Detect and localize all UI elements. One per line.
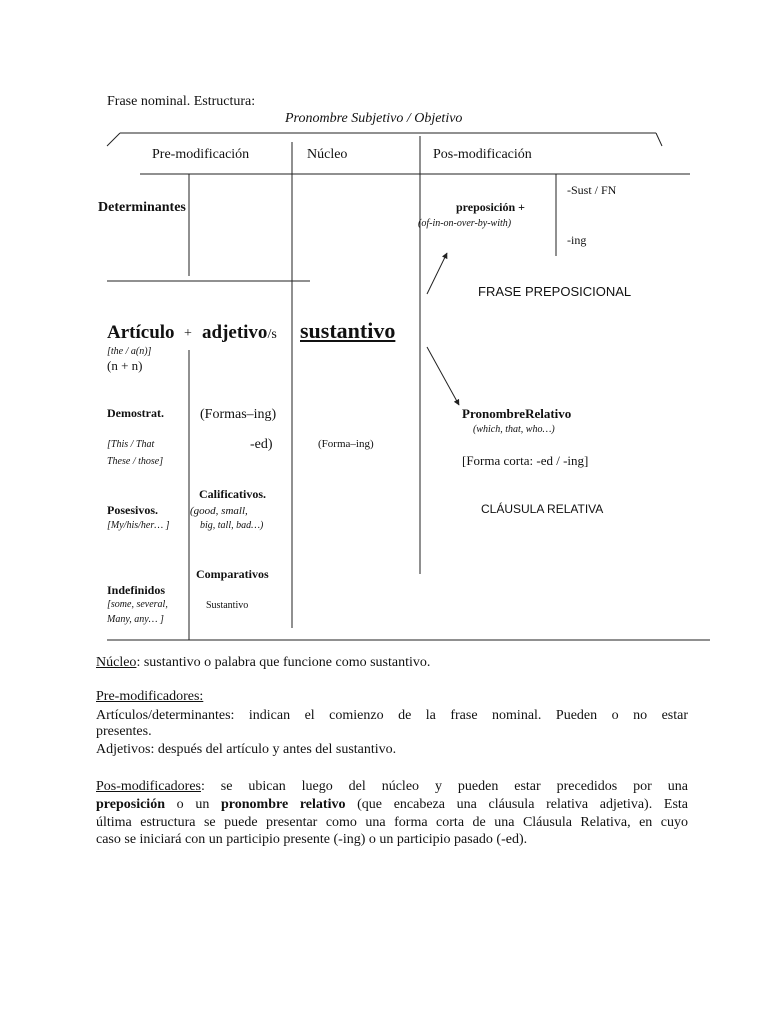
label-pronombre-relativo: PronombreRelativo: [462, 406, 572, 421]
pre-line-2: presentes.: [96, 724, 152, 739]
relativo-examples: (which, that, who…): [473, 424, 555, 435]
pos-line-2-rest: (que encabeza una cláusula relativa adjetiva). Esta: [345, 797, 688, 812]
posesivos-examples: [My/his/her… ]: [107, 520, 170, 531]
adjetivo-word: adjetivo: [202, 322, 268, 343]
demostrat-examples-2: These / those]: [107, 456, 164, 467]
pos-pronombre-relativo: pronombre relativo: [221, 797, 346, 812]
label-sust-fn: -Sust / FN: [567, 183, 617, 197]
nucleo-term: Núcleo: [96, 655, 137, 670]
indefinidos-examples-2: Many, any… ]: [107, 614, 164, 625]
adjetivo-suffix: /s: [267, 327, 277, 342]
arrow-down: [427, 347, 459, 405]
indefinidos-examples-1: [some, several,: [107, 599, 168, 610]
label-clausula-relativa: CLÁUSULA RELATIVA: [481, 502, 604, 516]
nucleo-definition: : sustantivo o palabra que funcione como sustantivo.: [136, 655, 431, 670]
nucleo-paragraph: [96, 655, 430, 671]
document-title: Frase nominal. Estructura:: [107, 94, 256, 109]
label-determinantes: Determinantes: [98, 200, 186, 215]
column-core: Núcleo: [307, 147, 348, 162]
pre-line-1: Artículos/determinantes: indican el comienzo de la frase nominal. Pueden o no estar: [96, 708, 688, 723]
label-forma-corta: [Forma corta: -ed / -ing]: [462, 453, 589, 468]
pos-term: Pos-modificadores: [96, 779, 201, 794]
pos-line-1: [96, 778, 688, 795]
diagram-subtitle: Pronombre Subjetivo / Objetivo: [285, 111, 463, 126]
column-pre: Pre-modificación: [152, 147, 250, 162]
formas-ing: (Formas–ing): [200, 407, 277, 422]
calificativos-examples-1: (good, small,: [190, 505, 248, 517]
ed-suffix: -ed): [250, 437, 273, 452]
calificativos-examples-2: big, tall, bad…): [200, 520, 264, 531]
label-sustantivo: sustantivo: [300, 318, 396, 343]
label-calificativos: Calificativos.: [199, 487, 266, 501]
label-ing: -ing: [567, 233, 587, 247]
pos-line-2-mid: o un: [164, 797, 222, 812]
demostrat-examples-1: [This / That: [107, 439, 155, 450]
articulo-examples: [the / a(n)]: [107, 346, 152, 357]
pre-heading: Pre-modificadores:: [96, 689, 204, 704]
pos-line-3: última estructura se puede presentar como una forma corta de una Cláusula Relativa, en cuyo: [96, 815, 688, 830]
label-demostrat: Demostrat.: [107, 406, 164, 420]
top-bracket-left-slant: [107, 133, 120, 146]
pos-preposicion: preposición: [96, 797, 165, 812]
pre-line-3: Adjetivos: después del artículo y antes del sustantivo.: [96, 742, 397, 757]
n-plus-n: (n + n): [107, 358, 143, 373]
label-frase-preposicional: FRASE PREPOSICIONAL: [478, 284, 632, 299]
pos-line-2: [96, 796, 688, 813]
arrow-up: [427, 253, 447, 294]
pos-line-1-rest: : se ubican luego del núcleo y pueden estar precedidos por una: [200, 779, 688, 794]
label-sustantivo-small: Sustantivo: [206, 600, 249, 611]
label-articulo: Artículo: [107, 322, 175, 343]
label-comparativos: Comparativos: [196, 567, 269, 581]
label-preposicion: preposición +: [456, 200, 525, 214]
top-bracket-right-slant: [656, 133, 662, 146]
label-adjetivo: [202, 322, 277, 344]
column-post: Pos-modificación: [433, 147, 532, 162]
label-posesivos: Posesivos.: [107, 503, 158, 517]
label-indefinidos: Indefinidos: [107, 583, 166, 597]
pos-line-4: caso se iniciará con un participio presente (-ing) o un participio pasado (-ed).: [96, 832, 528, 847]
plus-sign: +: [184, 326, 192, 341]
forma-ing: (Forma–ing): [318, 438, 374, 450]
preposicion-examples: (of-in-on-over-by-with): [418, 218, 512, 229]
